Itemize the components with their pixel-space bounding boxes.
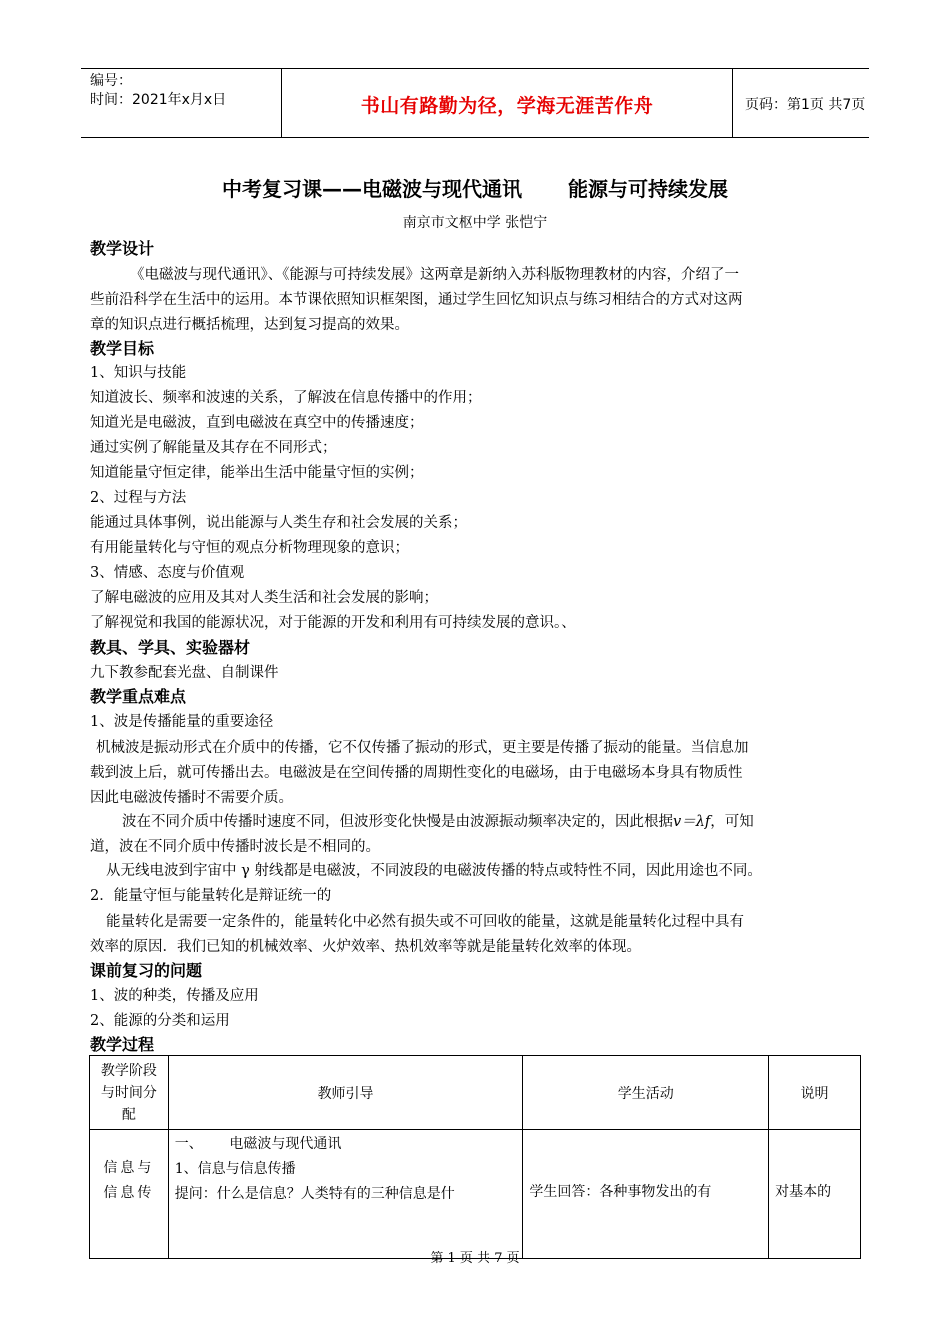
number-label: 编号： (90, 73, 132, 89)
paragraph-line: 能量转化是需要一定条件的，能量转化中必然有损失或不可回收的能量，这就是能量转化过程中具有 (106, 914, 744, 930)
title-part2: 能源与可持续发展 (568, 177, 728, 201)
review-item: 1、波的种类，传播及应用 (90, 988, 259, 1004)
paragraph-line: 载到波上后，就可传播出去。电磁波是在空间传播的周期性变化的电磁场，由于电磁场本身具有物质性 (90, 765, 743, 781)
goal-subheading: 2、过程与方法 (90, 490, 187, 506)
header-stage-text: 教学阶段与时间分配 (100, 1062, 157, 1123)
goal-line: 了解电磁波的应用及其对人类生活和社会发展的影响； (90, 590, 438, 606)
goal-line: 知道光是电磁波，直到电磁波在真空中的传播速度； (90, 415, 424, 431)
section-heading-review: 课前复习的问题 (90, 961, 203, 980)
cell-stage: 信息与信息传 (90, 1130, 169, 1259)
goal-line: 知道波长、频率和波速的关系，了解波在信息传播中的作用； (90, 390, 482, 406)
paragraph-line: 因此电磁波传播时不需要介质。 (90, 790, 293, 806)
table-row (90, 1130, 861, 1259)
time-label: 时间：2021年x月x日 (90, 92, 227, 108)
review-item: 2、能源的分类和运用 (90, 1013, 230, 1029)
goal-subheading: 3、情感、态度与价值观 (90, 565, 245, 581)
tools-text: 九下教参配套光盘、自制课件 (90, 665, 279, 681)
section-heading-key: 教学重点难点 (90, 687, 187, 706)
document-title (0, 173, 950, 202)
text-run: ，可知 (710, 814, 754, 830)
page-footer: 第 1 页 共 7 页 (430, 1251, 520, 1266)
header-meta (81, 69, 281, 137)
cell-teacher (168, 1130, 523, 1259)
key-subheading: 2．能量守恒与能量转化是辩证统一的 (90, 888, 332, 904)
header-motto-cell (281, 69, 733, 137)
paragraph-line: 效率的原因．我们已知的机械效率、火炉效率、热机效率等就是能量转化效率的体现。 (90, 939, 641, 955)
cell-note: 对基本的 (769, 1130, 861, 1259)
paragraph-line (122, 810, 754, 831)
teacher-line: 一、 电磁波与现代通讯 (174, 1136, 342, 1152)
teacher-line: 1、信息与信息传播 (174, 1161, 296, 1177)
table-header-row (90, 1056, 861, 1130)
title-part1: 中考复习课——电磁波与现代通讯 (222, 177, 522, 201)
process-table (89, 1055, 861, 1259)
header-student: 学生活动 (523, 1056, 769, 1130)
text-run: 波在不同介质中传播时速度不同，但波形变化快慢是由波源振动频率决定的，因此根据 (122, 814, 673, 830)
goal-line: 了解视觉和我国的能源状况，对于能源的开发和利用有可持续发展的意识。、 (90, 615, 576, 631)
header-teacher: 教师引导 (168, 1056, 523, 1130)
paragraph-line: 些前沿科学在生活中的运用。本节课依照知识框架图，通过学生回忆知识点与练习相结合的方式对这两 (90, 292, 743, 308)
section-heading-tools: 教具、学具、实验器材 (90, 638, 251, 657)
header-stage (90, 1056, 169, 1130)
goal-line: 有用能量转化与守恒的观点分析物理现象的意识； (90, 540, 409, 556)
document-header (81, 68, 869, 138)
goal-line: 通过实例了解能量及其存在不同形式； (90, 440, 337, 456)
paragraph-line: 机械波是振动形式在介质中的传播，它不仅传播了振动的形式，更主要是传播了振动的能量。当信息加 (96, 740, 749, 756)
key-subheading: 1、波是传播能量的重要途径 (90, 714, 274, 730)
paragraph-line: 道，波在不同介质中传播时波长是不相同的。 (90, 839, 380, 855)
teacher-line: 提问：什么是信息？人类特有的三种信息是什 (174, 1186, 455, 1202)
motto: 书山有路勤为径，学海无涯苦作舟 (360, 95, 654, 117)
goal-subheading: 1、知识与技能 (90, 365, 187, 381)
page-code: 页码：第1页 共7页 (745, 97, 866, 113)
header-page-cell (733, 69, 869, 137)
goal-line: 能通过具体事例，说出能源与人类生存和社会发展的关系； (90, 515, 467, 531)
section-heading-goals: 教学目标 (90, 339, 155, 358)
header-note: 说明 (769, 1056, 861, 1130)
wave-formula: v＝λf (673, 814, 711, 830)
goal-line: 知道能量守恒定律，能举出生活中能量守恒的实例； (90, 465, 424, 481)
cell-student: 学生回答：各种事物发出的有 (523, 1130, 769, 1259)
section-heading-design: 教学设计 (90, 239, 155, 258)
paragraph-line: 《电磁波与现代通讯》、《能源与可持续发展》这两章是新纳入苏科版物理教材的内容，介绍了一 (130, 267, 739, 283)
author-line: 南京市文枢中学 张恺宁 (402, 215, 548, 231)
paragraph-line: 从无线电波到宇宙中 γ 射线都是电磁波，不同波段的电磁波传播的特点或特性不同，因此用途也不同。 (106, 863, 762, 879)
paragraph-line: 章的知识点进行概括梳理，达到复习提高的效果。 (90, 317, 409, 333)
section-heading-process: 教学过程 (90, 1035, 155, 1054)
